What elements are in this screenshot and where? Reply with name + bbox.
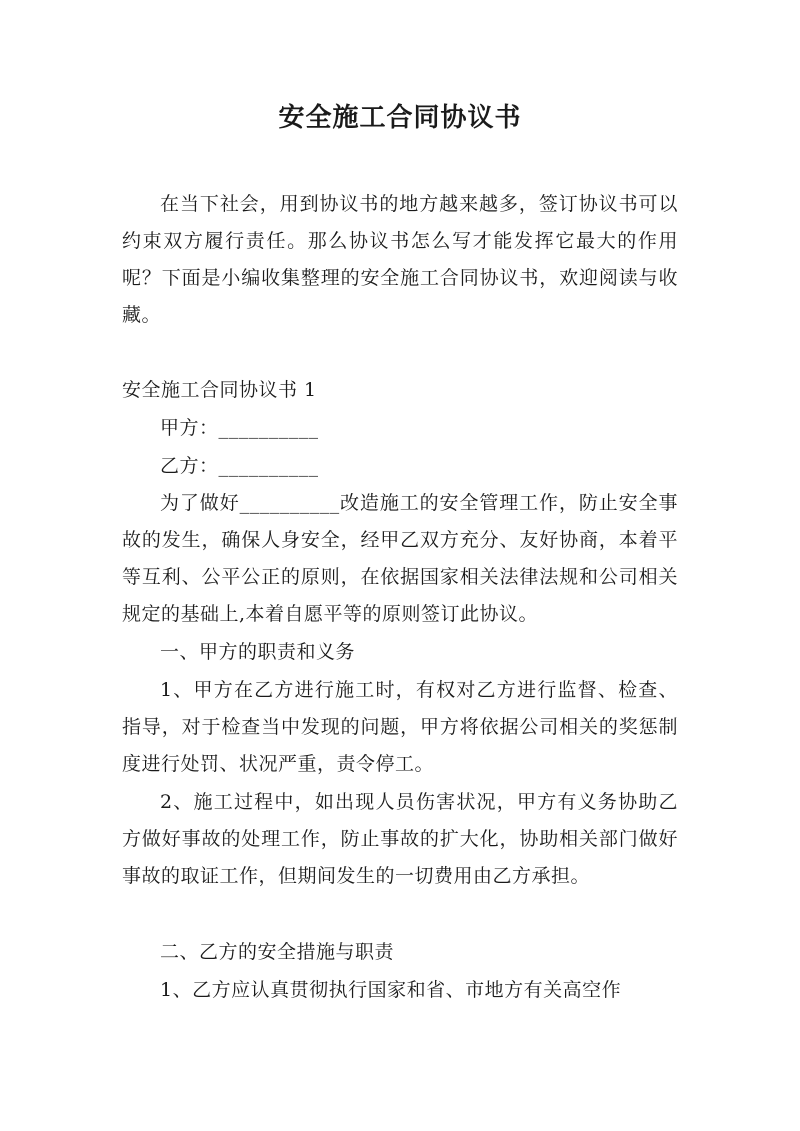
chapter-heading-party-b-measures: 二、乙方的安全措施与职责 <box>160 941 395 963</box>
section-heading: 安全施工合同协议书 1 <box>122 379 317 401</box>
party-a-line: 甲方：__________ <box>160 417 319 439</box>
document-title: 安全施工合同协议书 <box>278 103 522 133</box>
document-page <box>122 0 678 1131</box>
clause-party-a-1: 1、甲方在乙方进行施工时，有权对乙方进行监督、检查、指导，对于检查当中发现的问题，甲方将依据公司相关的奖惩制度进行处罚、状况严重，责令停工。 <box>122 679 678 775</box>
purpose-paragraph: 为了做好__________改造施工的安全管理工作，防止安全事故的发生，确保人身安全，经甲乙双方充分、友好协商，本着平等互利、公平公正的原则，在依据国家相关法律法规和公司相关规定的基础上,本着自愿平等的原则签订此协议。 <box>122 492 678 625</box>
clause-party-a-2: 2、施工过程中，如出现人员伤害状况，甲方有义务协助乙方做好事故的处理工作，防止事故的扩大化，协助相关部门做好事故的取证工作，但期间发生的一切费用由乙方承担。 <box>122 791 678 887</box>
clause-party-b-1: 1、乙方应认真贯彻执行国家和省、市地方有关高空作 <box>160 979 622 1001</box>
chapter-heading-party-a-duties: 一、甲方的职责和义务 <box>160 641 356 663</box>
party-b-line: 乙方：__________ <box>160 455 319 477</box>
intro-paragraph: 在当下社会，用到协议书的地方越来越多，签订协议书可以约束双方履行责任。那么协议书怎么写才能发挥它最大的作用呢？下面是小编收集整理的安全施工合同协议书，欢迎阅读与收藏。 <box>122 193 678 326</box>
